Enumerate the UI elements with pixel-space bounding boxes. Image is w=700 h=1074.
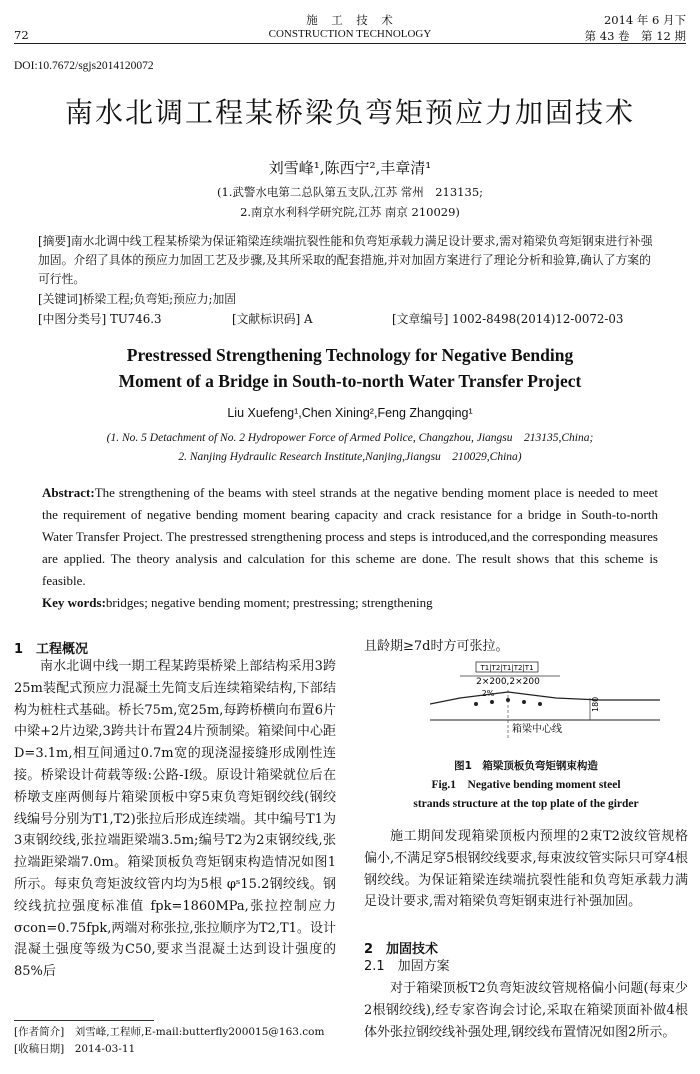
issue-volume: 第 43 卷 第 12 期 [584, 29, 686, 43]
section-2-1-heading: 2.1 加固方案 [364, 959, 450, 974]
section-1-paragraph: 南水北调中线一期工程某跨渠桥梁上部结构采用3跨25m装配式预应力混凝土先简支后连续箱梁结构,下部结构为桩柱式基础。桥长75m,宽25m,每跨桥横向布置6片中梁+2片边梁,3跨共计布置24片预制梁。箱梁间中心距 D=3.1m,相互间通过0.7m宽的现浇湿接缝形成刚性连接。桥梁设计荷载等级:公路-Ⅰ级。原设计箱梁就位后在桥墩支座两侧每片箱梁顶板中穿5束负弯矩钢绞线(钢绞线编号分别为T1,T2)张拉后形成连续端。其中编号T1为3束钢绞线,张拉端距梁端3.5m;编号T2为2束钢绞线,张拉端距梁端7.0m。箱梁顶板负弯矩钢束构造情况如图1所示。每束负弯矩波纹管内均为5根 φˢ15.2钢绞线。钢绞线抗拉强度标准值 fpk=1860MPa,张拉控制应力 σcon=0.75fpk,两端对称张拉,张拉顺序为T2,T1。设计混凝土强度等级为C50,要求当混凝土达到设计强度的85%后 [14, 659, 336, 980]
header-rule [14, 43, 686, 44]
tendon-duct [474, 702, 478, 706]
doc-value: A [303, 312, 313, 326]
affiliation-en-1: (1. No. 5 Detachment of No. 2 Hydropower Force of Armed Police, Changzhou, Jiangsu 213135,China; [106, 432, 594, 444]
right-col-paragraph-3: 对于箱梁顶板T2负弯矩波纹管规格偏小问题(每束少2根钢绞线),经专家咨询会讨论,采取在箱梁顶面补做4根体外张拉钢绞线补强处理,钢绞线布置情况如图2所示。 [364, 981, 688, 1040]
section-2-heading: 2 加固技术 [364, 942, 439, 957]
footnote-received-date: [收稿日期] 2014-03-11 [14, 1043, 136, 1055]
tendon-duct [490, 700, 494, 704]
keywords-en-label: Key words: [42, 595, 106, 610]
issue-date: 2014 年 6 月下 [603, 13, 686, 27]
art-value: 1002-8498(2014)12-0072-03 [452, 312, 624, 326]
affiliation-cn-1: (1.武警水电第二总队第五支队,江苏 常州 213135; [216, 185, 484, 199]
keywords-en-text: bridges; negative bending moment; prestressing; strengthening [105, 595, 433, 610]
abstract-en [42, 482, 658, 592]
figure-1-caption-en-1: Fig.1 Negative bending moment steel [431, 779, 621, 791]
abstract-en-text: The strengthening of the beams with steel strands at the negative bending moment place is needed to meet the requirement of negative bending moment bearing capacity and crack resistance for a bridge in South-to-north Water Transfer Project. The prestressed strengthening process and steps is introduced,and the corresponding measures are applied. The theory analysis and calculation for this scheme are done. The result shows that this scheme is feasible. [42, 485, 658, 588]
keywords-en [42, 592, 433, 614]
doc-label: [文献标识码] [232, 312, 301, 326]
figure-1-diagram [430, 660, 660, 742]
journal-name-cn: 施 工 技 术 [306, 13, 394, 27]
article-number [392, 310, 623, 329]
figure-1-caption-en-2: strands structure at the top plate of the girder [413, 798, 639, 810]
keywords-cn-text: 桥梁工程;负弯矩;预应力;加固 [82, 292, 237, 306]
affiliation-cn-2: 2.南京水利科学研究院,江苏 南京 210029) [240, 205, 460, 219]
clc-label: [中图分类号] [38, 312, 107, 326]
footnote-author: [作者简介] 刘雪峰,工程师,E-mail:butterfly200015@163.com [14, 1026, 325, 1038]
footnote-rule [14, 1020, 154, 1021]
page-number: 72 [14, 28, 29, 42]
clc-number [38, 310, 162, 329]
title-en-line-1: Prestressed Strengthening Technology for Negative Bending [126, 345, 574, 365]
doc-code [232, 310, 312, 329]
tendon-duct [522, 700, 526, 704]
abstract-cn-text: 南水北调中线工程某桥梁为保证箱梁连续端抗裂性能和负弯矩承载力满足设计要求,需对箱梁负弯矩钢束进行补强加固。介绍了具体的预应力加固工艺及步骤,及其所采取的配套措施,并对加固方案进行了理论分析和验算,确认了方案的可行性。 [38, 234, 653, 286]
abstract-cn-label: [摘要] [38, 234, 71, 248]
title-cn: 南水北调工程某桥梁负弯矩预应力加固技术 [64, 96, 635, 129]
clc-value: TU746.3 [109, 312, 162, 326]
right-col-paragraph-2: 施工期间发现箱梁顶板内预埋的2束T2波纹管规格偏小,不满足穿5根钢绞线要求,每束波纹管实际只可穿4根钢绞线。为保证箱梁连续端抗裂性能和负弯矩承载力满足设计要求,需对箱梁负弯矩钢束进行补强加固。 [364, 829, 688, 910]
figure-1-caption-cn: 图1 箱梁顶板负弯矩钢束构造 [454, 760, 598, 772]
keywords-cn [38, 290, 236, 309]
title-en-line-2: Moment of a Bridge in South-to-north Water Transfer Project [118, 371, 582, 391]
authors-cn: 刘雪峰¹,陈西宁²,丰章清¹ [268, 159, 432, 177]
authors-en: Liu Xuefeng¹,Chen Xining²,Feng Zhangqing¹ [227, 406, 473, 420]
tendon-labels: T1|T2|T1|T2|T1 [480, 664, 534, 672]
journal-name-en: CONSTRUCTION TECHNOLOGY [268, 28, 432, 40]
section-1-heading: 1 工程概况 [14, 642, 89, 657]
tendon-duct [538, 702, 542, 706]
height-label: 180 [591, 696, 600, 712]
abstract-cn [38, 232, 662, 289]
doi: DOI:10.7672/sgjs2014120072 [14, 60, 154, 72]
center-line-label: 箱梁中心线 [512, 724, 562, 735]
slope-label: 2% [481, 689, 495, 698]
top-plate-outline [430, 692, 660, 704]
right-col-continuation: 且龄期≥7d时方可张拉。 [364, 639, 509, 654]
affiliation-en-2: 2. Nanjing Hydraulic Research Institute,Nanjing,Jiangsu 210029,China) [178, 451, 522, 463]
abstract-en-label: Abstract: [42, 485, 95, 500]
dimension-label: 2×200,2×200 [476, 677, 540, 687]
art-label: [文章编号] [392, 312, 449, 326]
keywords-cn-label: [关键词] [38, 292, 83, 306]
